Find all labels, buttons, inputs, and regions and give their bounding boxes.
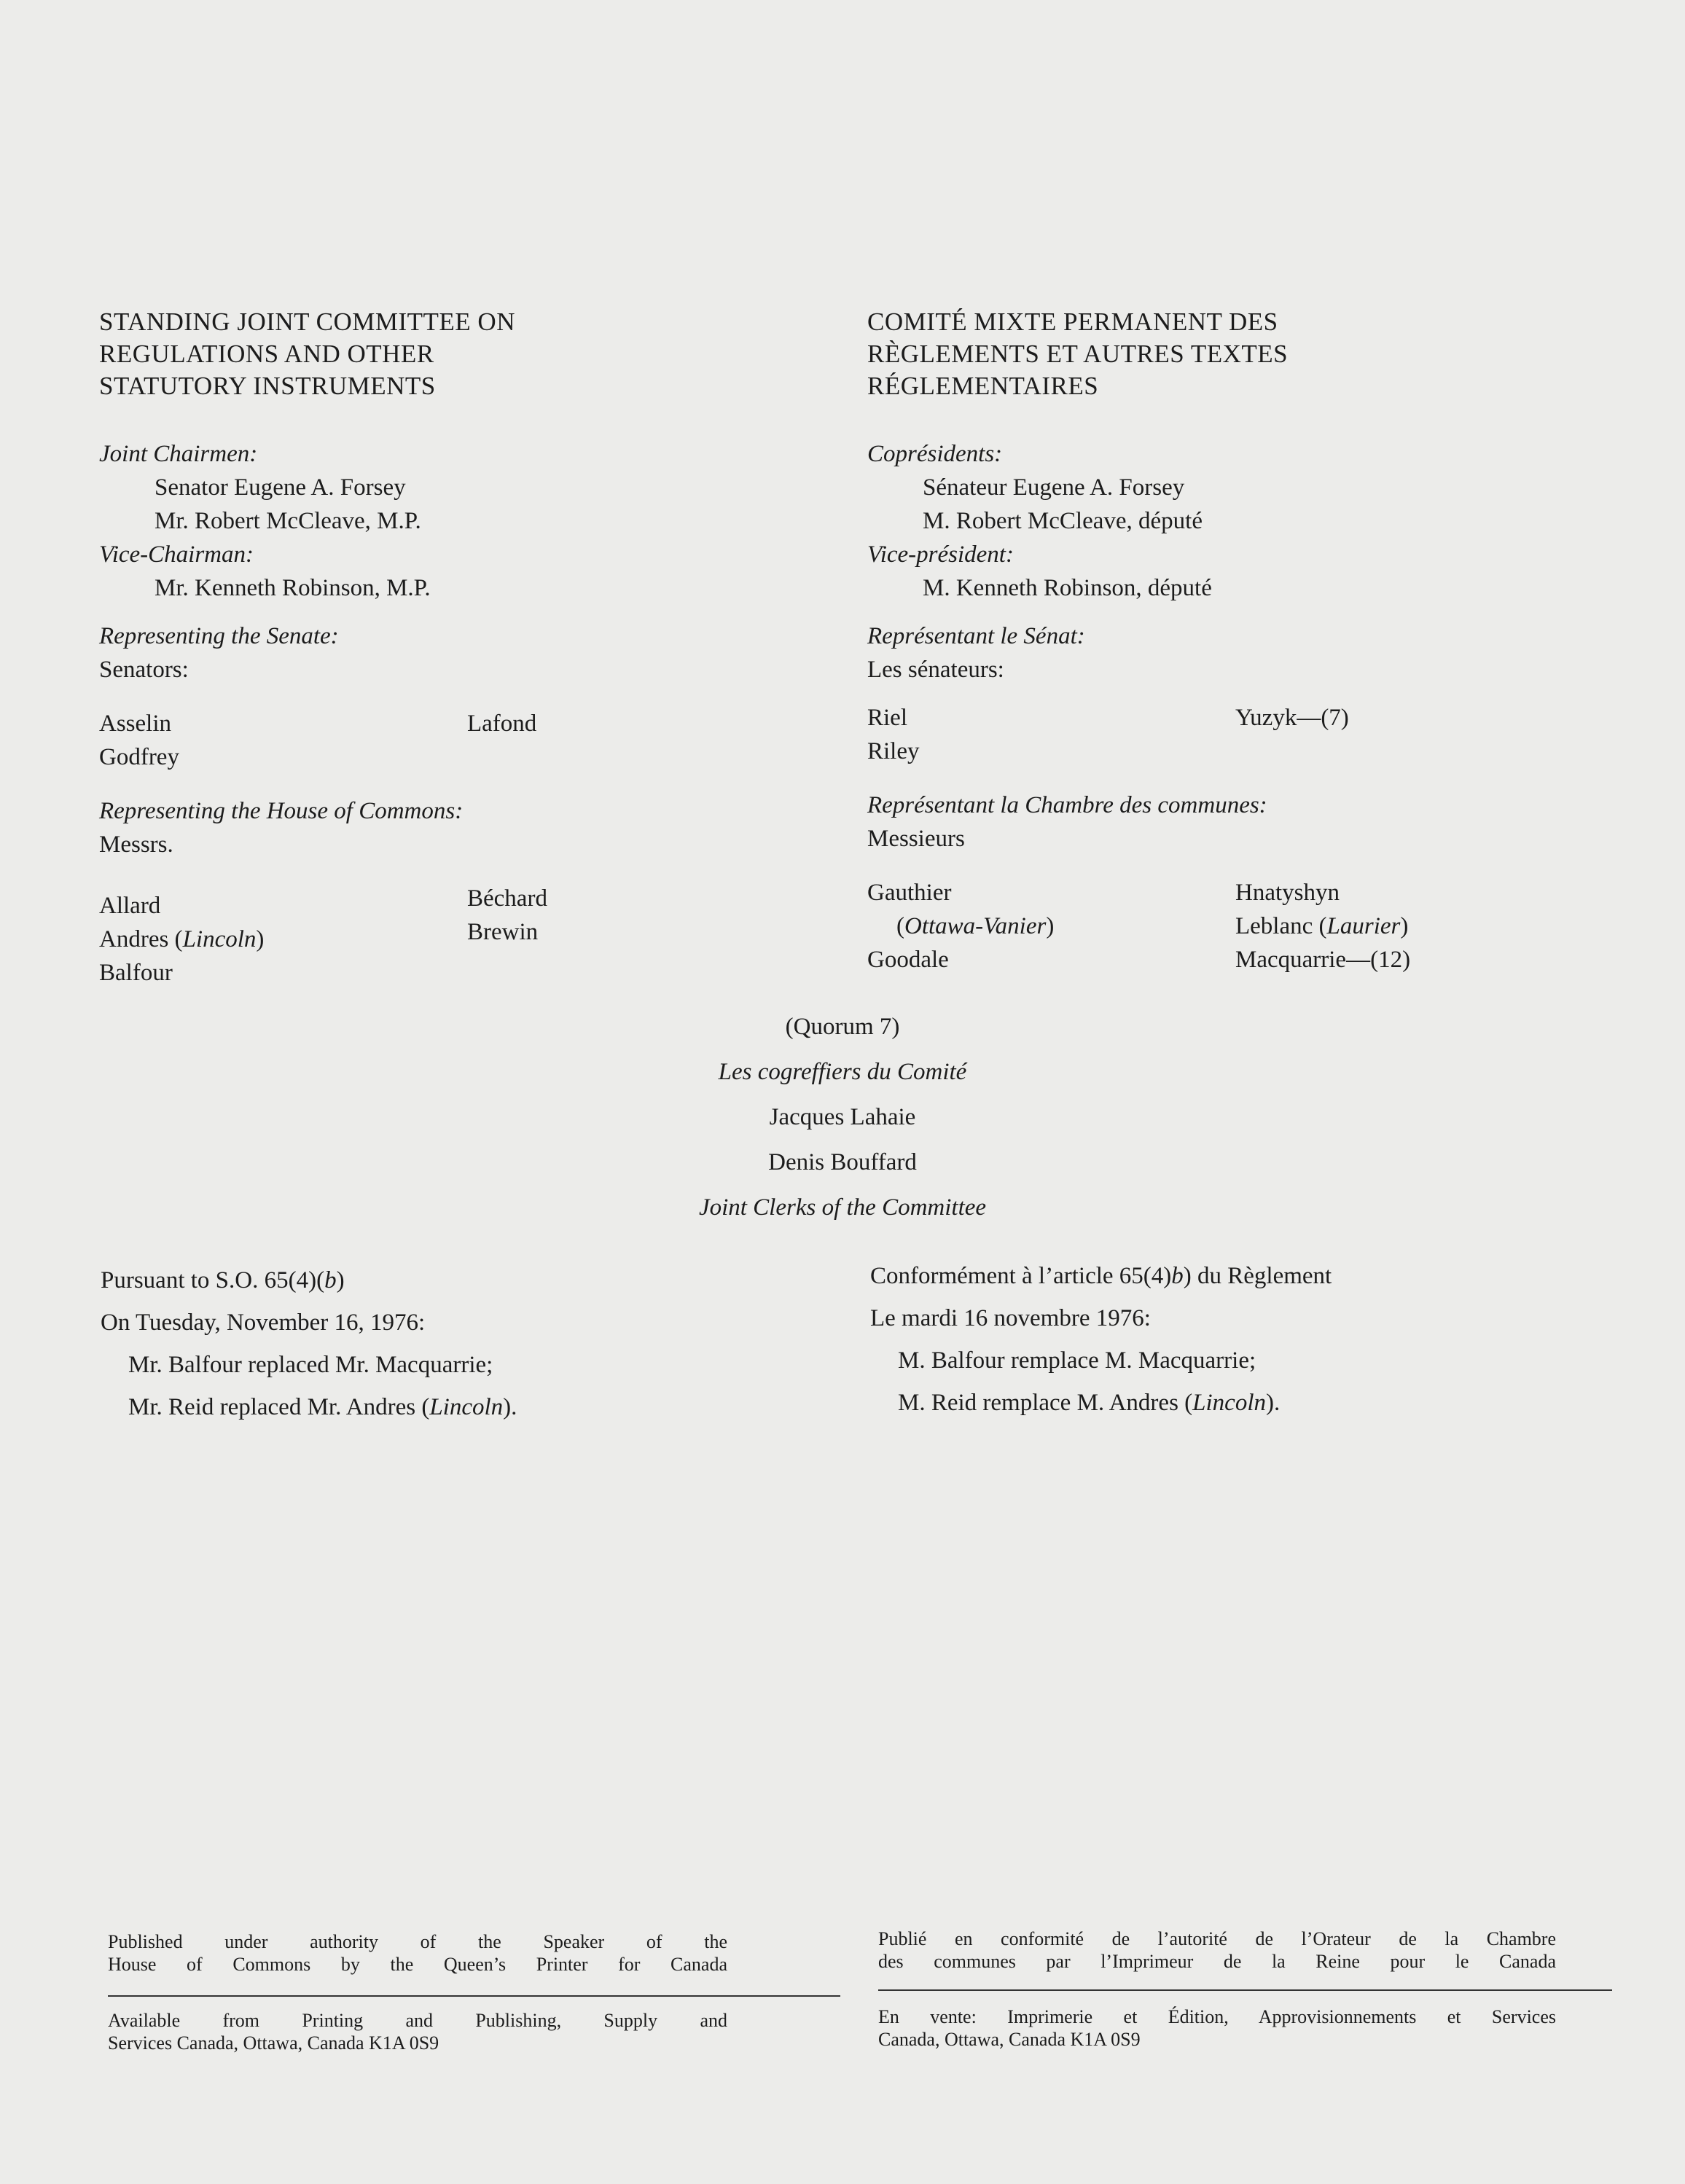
available-notice-english: Available from Printing and Publishing, Supply and Services Canada, Ottawa, Canada K1A 0S9 (108, 2010, 727, 2054)
member-name: Goodale (867, 947, 949, 973)
member-name: Gauthier (867, 880, 952, 906)
copresident-1: Sénateur Eugene A. Forsey (923, 474, 1185, 501)
senator-name: Godfrey (99, 744, 179, 770)
french-committee-column (867, 306, 1625, 976)
senator-name: Riley (867, 738, 920, 764)
senator-name: Yuzyk—(7) (1235, 705, 1349, 731)
joint-chairman-2: Mr. Robert McCleave, M.P. (155, 508, 421, 534)
senators-label: Senators: (99, 657, 189, 683)
messieurs-label: Messieurs (867, 826, 965, 852)
member-name: Brewin (467, 919, 539, 945)
replacement-line: Mr. Reid replaced Mr. Andres (Lincoln). (128, 1394, 517, 1420)
copresidents-label: Coprésidents: (867, 441, 1003, 467)
communes-members-list (867, 876, 1625, 976)
member-name: Leblanc (Laurier) (1235, 913, 1409, 939)
notice-date: Le mardi 16 novembre 1976: (870, 1305, 1151, 1331)
senator-name: Lafond (467, 711, 537, 737)
standing-order-reference: Pursuant to S.O. 65(4)(b) (101, 1267, 345, 1293)
senator-name: Riel (867, 705, 907, 731)
published-notice-french: Publié en conformité de l’autorité de l’Orateur de la Chambre des communes par l’Imprimeur de la Reine pour le Canada (878, 1928, 1556, 1972)
english-committee-column (99, 306, 828, 990)
english-committee-heading: STANDING JOINT COMMITTEE ON REGULATIONS AND OTHER STATUTORY INSTRUMENTS (99, 308, 515, 400)
quorum: (Quorum 7) (785, 1014, 900, 1040)
clerk-name: Jacques Lahaie (769, 1104, 916, 1130)
english-replacement-notice (101, 1259, 829, 1428)
senateurs-list (867, 701, 1625, 768)
messrs-label: Messrs. (99, 831, 173, 858)
footer-divider (878, 1989, 1612, 1991)
senators-list (99, 707, 828, 774)
replacement-line: M. Balfour remplace M. Macquarrie; (898, 1347, 1256, 1374)
member-name: Balfour (99, 960, 173, 986)
reglement-reference: Conformément à l’article 65(4)b) du Règlement (870, 1263, 1332, 1289)
senat-label: Représentant le Sénat: (867, 623, 1085, 649)
footer-divider (108, 1995, 840, 1997)
senateurs-label: Les sénateurs: (867, 657, 1004, 683)
vice-president-name: M. Kenneth Robinson, député (923, 575, 1212, 601)
member-name: Macquarrie—(12) (1235, 947, 1411, 973)
quorum-and-clerks (0, 1004, 1685, 1230)
notice-date: On Tuesday, November 16, 1976: (101, 1310, 426, 1336)
commons-members-list (99, 882, 828, 990)
french-committee-heading: COMITÉ MIXTE PERMANENT DES RÈGLEMENTS ET AUTRES TEXTES RÉGLEMENTAIRES (867, 308, 1289, 400)
member-name: Béchard (467, 885, 547, 912)
joint-chairmen-label: Joint Chairmen: (99, 441, 258, 467)
commons-label: Representing the House of Commons: (99, 798, 464, 824)
copresident-2: M. Robert McCleave, député (923, 508, 1203, 534)
senate-label: Representing the Senate: (99, 623, 339, 649)
available-notice-french: En vente: Imprimerie et Édition, Approvisionnements et Services Canada, Ottawa, Canada K1A 0S9 (878, 2006, 1556, 2050)
vice-president-label: Vice-président: (867, 541, 1014, 568)
published-notice-english: Published under authority of the Speaker of the House of Commons by the Queen’s Printer for Canada (108, 1931, 727, 1975)
communes-label: Représentant la Chambre des communes: (867, 792, 1267, 818)
joint-clerks-label: Joint Clerks of the Committee (698, 1194, 987, 1221)
vice-chairman-name: Mr. Kenneth Robinson, M.P. (155, 575, 431, 601)
french-replacement-notice (870, 1255, 1628, 1424)
vice-chairman-label: Vice-Chairman: (99, 541, 254, 568)
member-riding: (Ottawa-Vanier) (896, 913, 1055, 939)
senator-name: Asselin (99, 711, 171, 737)
member-name: Allard (99, 893, 161, 919)
member-name: Hnatyshyn (1235, 880, 1340, 906)
member-name: Andres (Lincoln) (99, 926, 265, 952)
clerk-name: Denis Bouffard (768, 1149, 917, 1175)
joint-chairman-1: Senator Eugene A. Forsey (155, 474, 406, 501)
replacement-line: Mr. Balfour replaced Mr. Macquarrie; (128, 1352, 493, 1378)
replacement-line: M. Reid remplace M. Andres (Lincoln). (898, 1390, 1281, 1416)
cogreffiers-label: Les cogreffiers du Comité (718, 1059, 967, 1085)
